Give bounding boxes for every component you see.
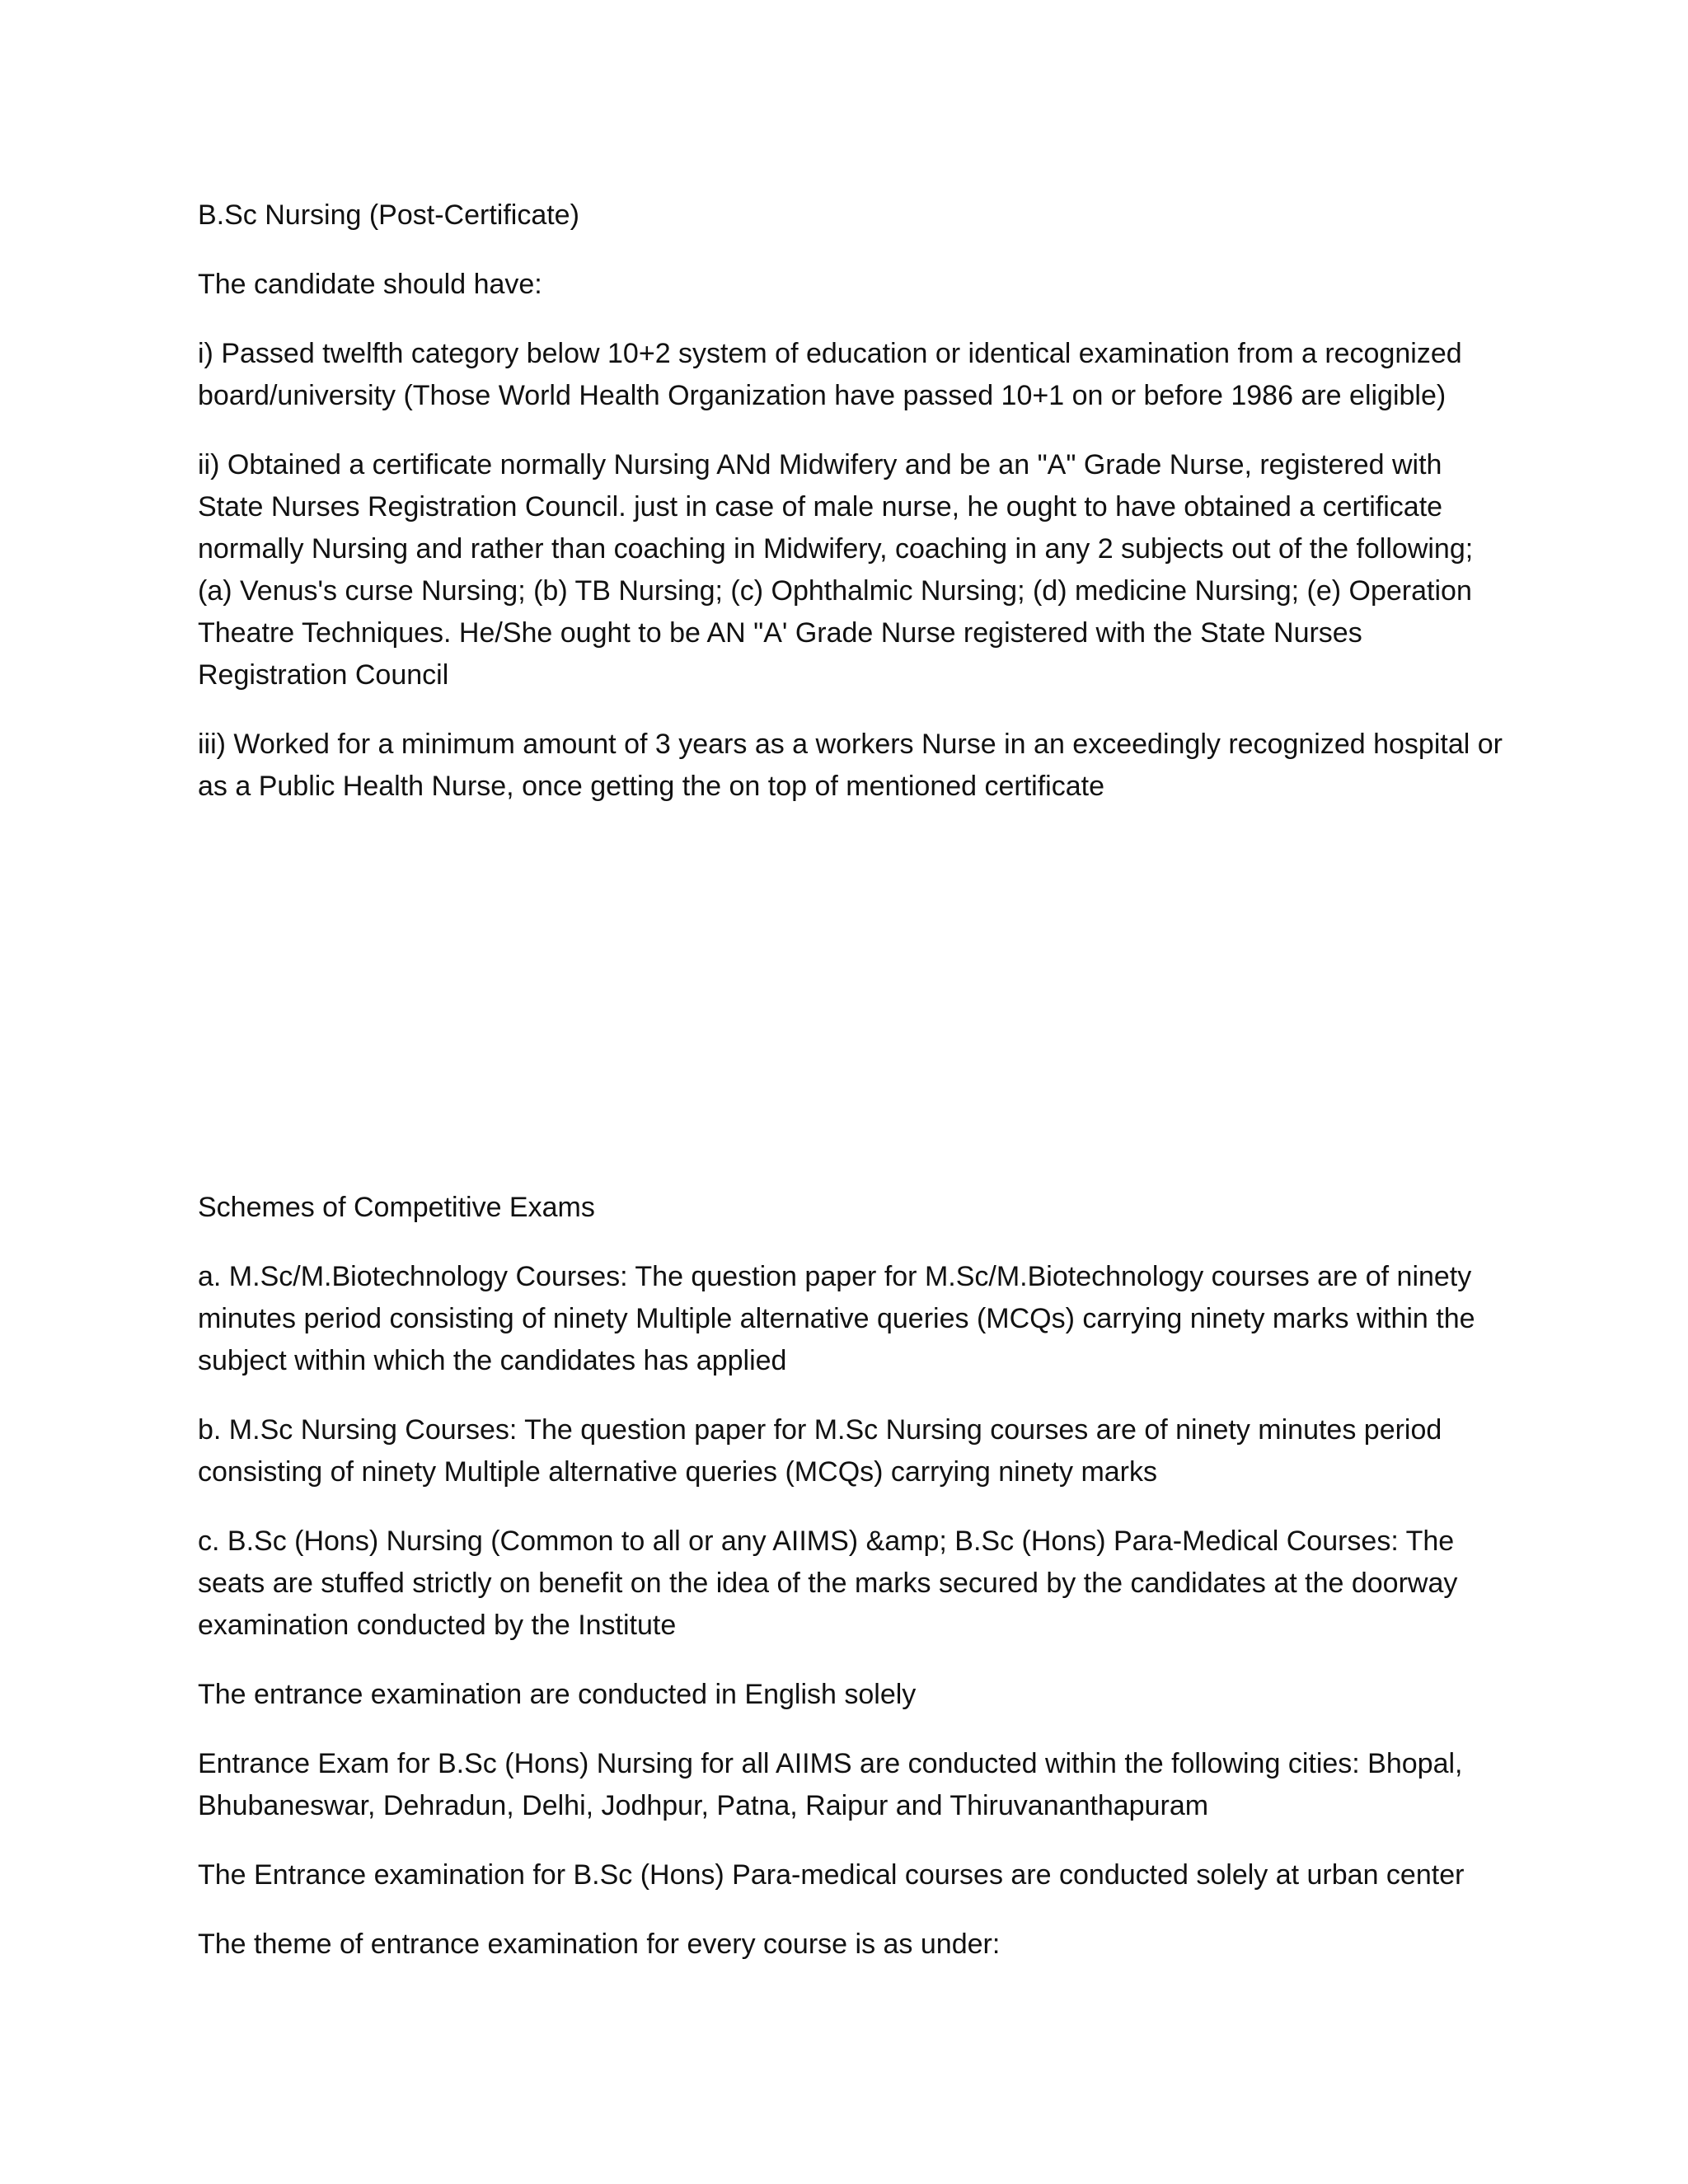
section-heading: Schemes of Competitive Exams	[198, 1192, 595, 1223]
cities-paragraph: Entrance Exam for B.Sc (Hons) Nursing for all AIIMS are conducted within the following cities: Bhopal, Bhubaneswar, Dehradun, Delhi, Jodhpur, Patna, Raipur and Thiruvananthapuram	[198, 1748, 1463, 1821]
section-heading: B.Sc Nursing (Post-Certificate)	[198, 199, 579, 231]
post-certificate-section	[198, 194, 1508, 835]
scheme-item-a: a. M.Sc/M.Biotechnology Courses: The question paper for M.Sc/M.Biotechnology courses are of ninety minutes period consisting of ninety Multiple alternative queries (MCQs) carrying ninety marks within the subject within which the candidates has applied	[198, 1261, 1475, 1376]
paramedical-paragraph: The Entrance examination for B.Sc (Hons) Para-medical courses are conducted solely at urban center	[198, 1859, 1465, 1891]
eligibility-item-ii: ii) Obtained a certificate normally Nursing ANd Midwifery and be an "A" Grade Nurse, registered with State Nurses Registration Council. just in case of male nurse, he ought to have obtained a certificate normally Nursing and rather than coaching in Midwifery, coaching in any 2 subjects out of the following; (a) Venus's curse Nursing; (b) TB Nursing; (c) Ophthalmic Nursing; (d) medicine Nursing; (e) Operation Theatre Techniques. He/She ought to be AN "A' Grade Nurse registered with the State Nurses Registration Council	[198, 449, 1474, 691]
scheme-item-b: b. M.Sc Nursing Courses: The question paper for M.Sc Nursing courses are of ninety minutes period consisting of ninety Multiple alternative queries (MCQs) carrying ninety marks	[198, 1414, 1442, 1488]
theme-paragraph: The theme of entrance examination for every course is as under:	[198, 1929, 1001, 1960]
intro-paragraph: The candidate should have:	[198, 269, 542, 300]
scheme-item-c: c. B.Sc (Hons) Nursing (Common to all or any AIIMS) &amp; B.Sc (Hons) Para-Medical Courses: The seats are stuffed strictly on benefit on the idea of the marks secured by the candidates at the doorway examination conducted by the Institute	[198, 1526, 1458, 1641]
language-paragraph: The entrance examination are conducted in English solely	[198, 1679, 917, 1710]
eligibility-item-i: i) Passed twelfth category below 10+2 system of education or identical examination from a recognized board/university (Those World Health Organization have passed 10+1 on or before 1986 are eligible)	[198, 338, 1462, 411]
eligibility-item-iii: iii) Worked for a minimum amount of 3 years as a workers Nurse in an exceedingly recognized hospital or as a Public Health Nurse, once getting the on top of mentioned certificate	[198, 729, 1503, 802]
competitive-exams-section	[198, 1187, 1508, 1993]
